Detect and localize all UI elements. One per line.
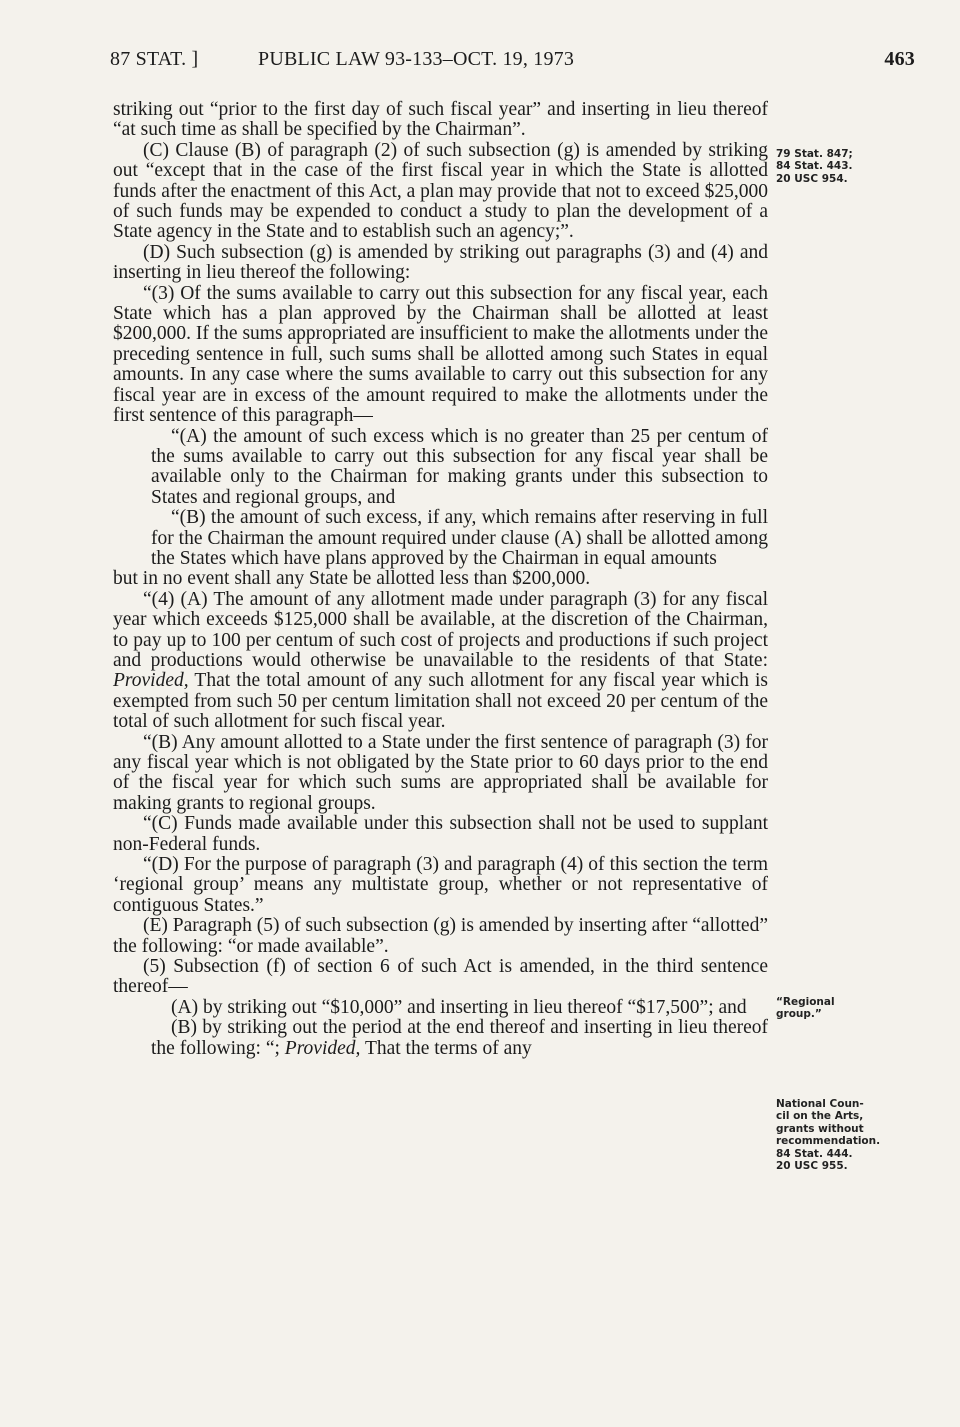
page-header xyxy=(110,48,915,78)
margin-note-line: 84 Stat. 444. xyxy=(776,1147,853,1160)
paragraph-4a-text-2: That the total amount of any such allotment for any fiscal year which is exempted from such 50 per centum limitation shall not exceed 20 per centum of the total of such allotment for such fiscal year. xyxy=(113,670,768,733)
paragraph-4a-text-1: “(4) (A) The amount of any allotment made under paragraph (3) for any fiscal year which exceeds $125,000 shall be available, at the discretion of the Chairman, to pay up to 100 per centum of such cost of projects and productions if such project and productions would otherwise be unavailable to the residents of that State: xyxy=(113,588,768,671)
paragraph-3: “(3) Of the sums available to carry out this subsection for any fiscal year, each State which has a plan approved by the Chairman shall be allotted at least $200,000. If the sums appropriated are insufficient to make the allotments under the preceding sentence in full, such sums shall be allotted among such States in equal amounts. In any case where the sums available to carry out this subsection for any fiscal year are in excess of the amount required to make the allotments under the first sentence of this paragraph— xyxy=(113,282,768,427)
clause-5b xyxy=(113,1018,768,1059)
clause-5a: (A) by striking out “$10,000” and inserting in lieu thereof “$17,500”; and xyxy=(171,996,747,1018)
clause-b: “(B) the amount of such excess, if any, which remains after reserving in full for the Chairman the amount required under clause (A) shall be allotted among the States which have plans approved by the Chairman in equal amounts xyxy=(151,507,768,569)
margin-note-line: grants without xyxy=(776,1122,864,1135)
law-title: PUBLIC LAW 93-133–OCT. 19, 1973 xyxy=(258,48,575,70)
margin-note-line: 20 USC 954. xyxy=(776,172,848,185)
margin-note-citation-954 xyxy=(776,148,916,185)
paragraph-4b: “(B) Any amount allotted to a State under the first sentence of paragraph (3) for any fiscal year which is not obligated by the State prior to 60 days prior to the end of the fiscal year for which such sums are appropriated shall be available for making grants to regional groups. xyxy=(113,731,768,814)
paragraph-d: (D) Such subsection (g) is amended by striking out paragraphs (3) and (4) and inserting in lieu thereof the following: xyxy=(113,241,768,284)
margin-note-regional-group xyxy=(776,996,916,1021)
paragraph-5: (5) Subsection (f) of section 6 of such Act is amended, in the third sentence thereof— xyxy=(113,956,768,998)
body-text xyxy=(113,100,768,1059)
clause-a: “(A) the amount of such excess which is no greater than 25 per centum of the sums available to carry out this subsection for any fiscal year shall be available only to the Chairman for making grants under this subsection to States and regional groups, and xyxy=(151,425,768,508)
clause-5b-proviso: Provided, xyxy=(284,1037,361,1059)
margin-note-line: cil on the Arts, xyxy=(776,1110,864,1123)
clause-5b-text-1: (B) by striking out the period at the end thereof and inserting in lieu thereof the following: “; xyxy=(151,1017,768,1059)
margin-note-line: National Coun- xyxy=(776,1098,864,1110)
paragraph-4d: “(D) For the purpose of paragraph (3) and paragraph (4) of this section the term ‘regional group’ means any multistate group, whether or not representative of contiguous States.” xyxy=(113,854,768,916)
paragraph-4c: “(C) Funds made available under this subsection shall not be used to supplant non-Federal funds. xyxy=(113,813,768,855)
margin-note-line: 20 USC 955. xyxy=(776,1160,848,1173)
paragraph-c: (C) Clause (B) of paragraph (2) of such subsection (g) is amended by striking out “except that in the case of the first fiscal year in which the State is allotted funds after the enactment of this Act, a plan may provide that not to exceed $25,000 of such funds may be expended to conduct a study to plan the development of a State agency in the State and to establish such an agency;”. xyxy=(113,139,768,243)
margin-note-line: 79 Stat. 847; xyxy=(776,148,853,160)
statute-volume: 87 STAT. ] xyxy=(110,48,199,70)
paragraph-e: (E) Paragraph (5) of such subsection (g) is amended by inserting after “allotted” the following: “or made available”. xyxy=(113,915,768,957)
page-number: 463 xyxy=(884,48,915,70)
margin-note-national-council xyxy=(776,1098,916,1172)
margin-note-line: recommendation. xyxy=(776,1135,881,1148)
paragraph-continuation: striking out “prior to the first day of such fiscal year” and inserting in lieu thereof “at such time as shall be specified by the Chairman”. xyxy=(113,99,768,141)
paragraph-4a xyxy=(113,590,768,733)
margin-note-line: “Regional xyxy=(776,996,835,1008)
clause-5b-text-2: That the terms of any xyxy=(360,1037,532,1059)
paragraph-4a-proviso: Provided, xyxy=(113,670,189,692)
paragraph-limit: but in no event shall any State be allotted less than $200,000. xyxy=(113,568,591,590)
margin-note-line: group.” xyxy=(776,1008,822,1021)
margin-note-line: 84 Stat. 443. xyxy=(776,160,853,173)
